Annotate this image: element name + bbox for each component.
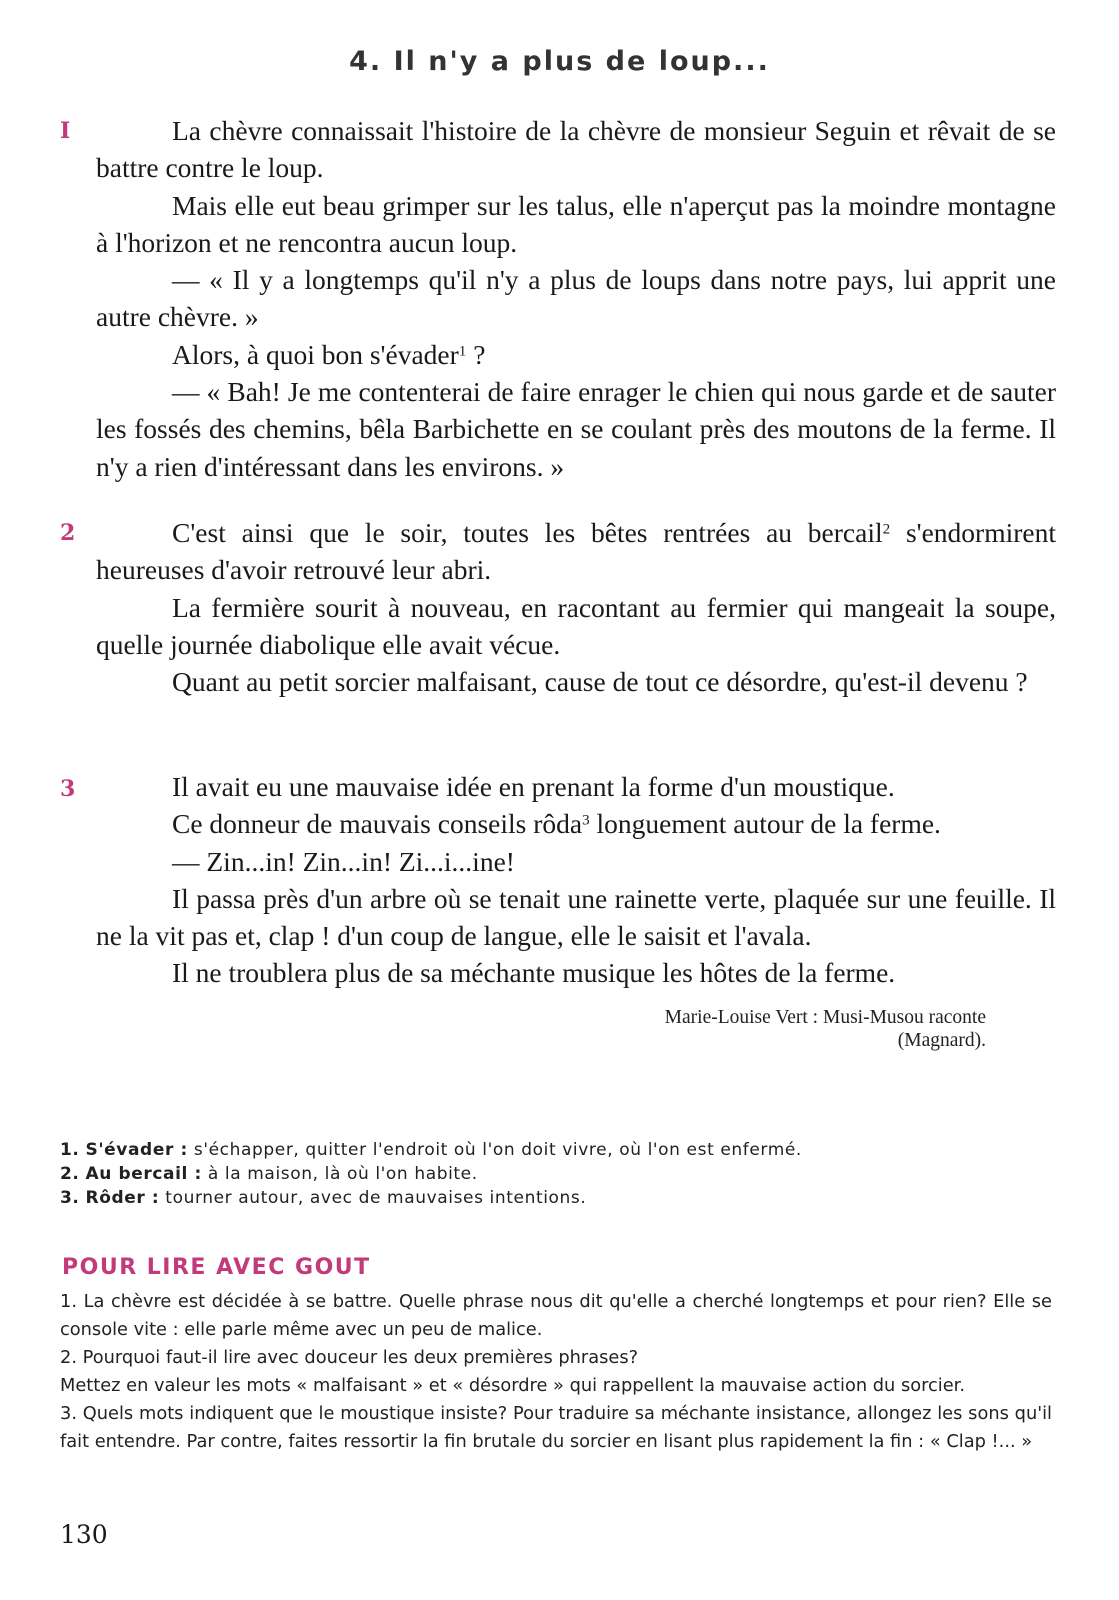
question: 1. La chèvre est décidée à se battre. Quelle phrase nous dit qu'elle a cherché longtemps et pour rien? Elle se console vite : elle parle même avec un peu de malice. — [60, 1291, 1052, 1340]
question: 3. Quels mots indiquent que le moustique insiste? Pour traduire sa méchante insistance, allongez les sons qu'il fait entendre. Par contre, faites ressortir la fin brutale du sorcier en lisant plus rapidement la fin : « Clap !... » — [60, 1403, 1052, 1452]
section-number: 3 — [60, 776, 76, 802]
section-text — [96, 112, 1056, 485]
questions-block — [60, 1288, 1052, 1456]
paragraph: — « Bah! Je me contenterai de faire enrager le chien qui nous garde et de sauter les fossés des chemins, bêla Barbichette en se coulant près des moutons de la ferme. Il n'y a rien d'intéressant dans les environs. » — [96, 376, 1056, 482]
questions-heading: POUR LIRE AVEC GOUT — [62, 1255, 371, 1280]
footnotes — [60, 1138, 960, 1210]
footnote-definition: à la maison, là où l'on habite. — [201, 1164, 478, 1184]
paragraph: — « Il y a longtemps qu'il n'y a plus de loups dans notre pays, lui apprit une autre chèvre. » — [96, 264, 1056, 333]
section-number: I — [60, 118, 71, 144]
paragraph: La fermière sourit à nouveau, en racontant au fermier qui mangeait la soupe, quelle journée diabolique elle avait vécue. — [96, 591, 1056, 660]
footnote-definition: tourner autour, avec de mauvaises intentions. — [159, 1188, 587, 1208]
paragraph-text: Alors, à quoi bon s'évader — [172, 338, 459, 370]
footnote-number: 1. — [60, 1140, 80, 1160]
section-text — [96, 514, 1056, 700]
footnote-number: 2. — [60, 1164, 80, 1184]
paragraph-text: Ce donneur de mauvais conseils rôda — [172, 808, 583, 840]
footnote-ref: 2 — [882, 521, 891, 538]
footnote — [60, 1186, 960, 1210]
paragraph-tail: s'endormirent heureuses d'avoir retrouvé leur abri. — [96, 517, 1056, 586]
footnote-ref: 3 — [582, 812, 590, 829]
source-citation — [560, 1006, 986, 1052]
footnote-definition: s'échapper, quitter l'endroit où l'on doit vivre, où l'on est enfermé. — [187, 1140, 802, 1160]
paragraph — [96, 336, 1056, 373]
footnote — [60, 1162, 960, 1186]
question: 2. Pourquoi faut-il lire avec douceur les deux premières phrases? — [60, 1347, 639, 1368]
footnote-term: Rôder : — [85, 1188, 160, 1208]
paragraph: — Zin...in! Zin...in! Zi...i...ine! — [172, 845, 515, 877]
section-number: 2 — [60, 520, 76, 546]
paragraph — [96, 514, 1056, 589]
paragraph: Il ne troublera plus de sa méchante musique les hôtes de la ferme. — [172, 957, 896, 989]
footnote-ref: 1 — [458, 343, 467, 360]
paragraph-text: C'est ainsi que le soir, toutes les bêtes rentrées au bercail — [172, 517, 883, 548]
paragraph: Il avait eu une mauvaise idée en prenant la forme d'un moustique. — [172, 771, 895, 802]
footnote — [60, 1138, 960, 1162]
paragraph: Mais elle eut beau grimper sur les talus, elle n'aperçut pas la moindre montagne à l'horizon et ne rencontra aucun loup. — [96, 189, 1056, 258]
footnote-term: S'évader : — [85, 1140, 188, 1160]
paragraph: Quant au petit sorcier malfaisant, cause de tout ce désordre, qu'est-il devenu ? — [172, 666, 1028, 698]
paragraph-tail: longuement autour de la ferme. — [589, 808, 941, 840]
source-line: Marie-Louise Vert : Musi-Musou raconte — [664, 1007, 986, 1028]
paragraph — [96, 805, 1056, 842]
paragraph-tail: ? — [466, 338, 486, 370]
page-number: 130 — [60, 1520, 108, 1549]
footnote-term: Au bercail : — [85, 1164, 202, 1184]
paragraph: La chèvre connaissait l'histoire de la chèvre de monsieur Seguin et rêvait de se battre contre le loup. — [96, 115, 1056, 184]
section-text — [96, 768, 1056, 992]
page-title: 4. Il n'y a plus de loup... — [349, 46, 770, 77]
source-line: (Magnard). — [897, 1030, 986, 1051]
paragraph: Il passa près d'un arbre où se tenait une rainette verte, plaquée sur une feuille. Il ne la vit pas et, clap ! d'un coup de langue, elle le saisit et l'avala. — [96, 882, 1056, 952]
question: Mettez en valeur les mots « malfaisant » et « désordre » qui rappellent la mauvaise action du sorcier. — [60, 1375, 966, 1396]
footnote-number: 3. — [60, 1188, 80, 1208]
